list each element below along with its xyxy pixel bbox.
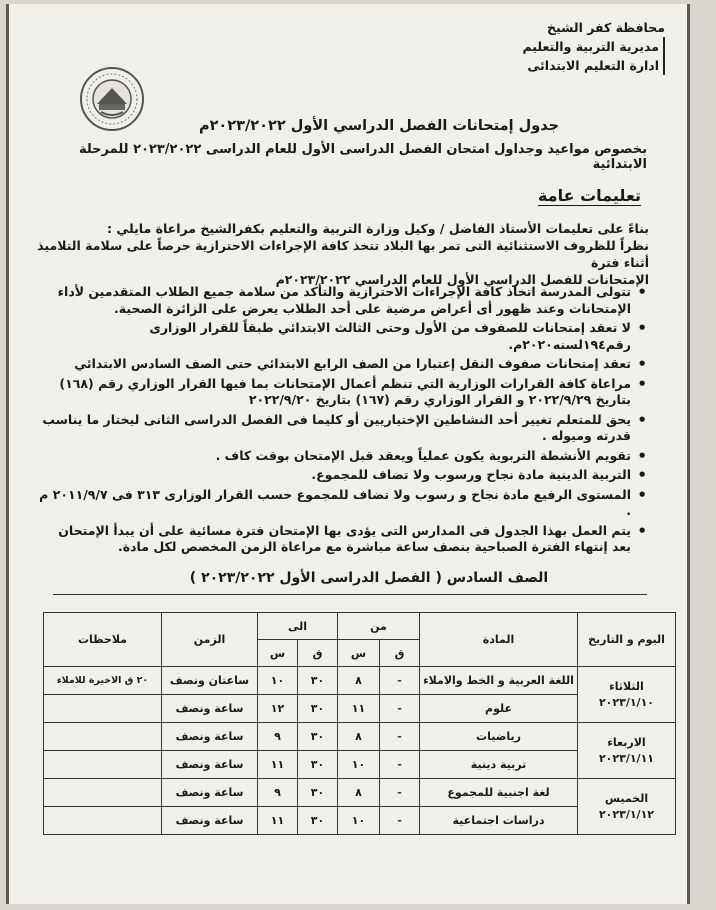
instruction-item: • يتم العمل بهذا الجدول فى المدارس التى يؤدى بها الإمتحان فترة مسائية على أن يبدأ الإمتحان بعد إنتهاء الفترة الصباحية بنصف ساعة مباشرة مع مراعاة الزمن المخصص لكل مادة. xyxy=(35,523,631,556)
day-cell xyxy=(578,779,676,835)
from-minute-cell: - xyxy=(380,723,420,751)
from-hour-cell: ٨ xyxy=(338,723,380,751)
day-date: ٢٠٢٣/١/١٠ xyxy=(598,695,655,709)
from-minute-cell: - xyxy=(380,779,420,807)
subject-cell: لغة اجنبية للمجموع xyxy=(420,779,578,807)
duration-cell: ساعة ونصف xyxy=(162,723,258,751)
intro-line: نظراً للظروف الاستثنائية التى تمر بها البلاد تتخذ كافة الإجراءات الاحترازية حرصاً على سلامة التلاميذ أثناء فترة xyxy=(37,238,649,270)
exam-schedule-table xyxy=(43,612,676,835)
subject-cell: تربية دينية xyxy=(420,751,578,779)
intro-paragraph xyxy=(35,220,649,288)
header-notes: ملاحظات xyxy=(44,613,162,667)
duration-cell: ساعتان ونصف xyxy=(162,667,258,695)
instruction-item: • التربية الدينية مادة نجاح ورسوب ولا تضاف للمجموع. xyxy=(35,467,631,484)
day-cell xyxy=(578,723,676,779)
to-hour-cell: ١١ xyxy=(258,807,298,835)
header-subject: المادة xyxy=(420,613,578,667)
section-title: تعليمات عامة xyxy=(537,186,641,205)
header-day-date: اليوم و التاريخ xyxy=(578,613,676,667)
directorate-label: مديرية التربية والتعليم xyxy=(522,37,665,56)
header-from-hour: س xyxy=(338,640,380,667)
duration-cell: ساعة ونصف xyxy=(162,807,258,835)
table-row xyxy=(44,667,676,695)
from-minute-cell: - xyxy=(380,667,420,695)
table-row xyxy=(44,779,676,807)
header-to: الى xyxy=(258,613,338,640)
duration-cell: ساعة ونصف xyxy=(162,695,258,723)
notes-cell xyxy=(44,779,162,807)
subject-cell: رياضيات xyxy=(420,723,578,751)
instruction-item: • يحق للمتعلم تغيير أحد النشاطين الإختياريين أو كليما فى الفصل الدراسى الثانى ليختار ما يناسب قدرته وميوله . xyxy=(35,412,631,445)
table-row xyxy=(44,723,676,751)
intro-line: بناءً على تعليمات الأستاذ الفاضل / وكيل وزارة التربية والتعليم بكفرالشيخ مراعاة مايلي : xyxy=(107,221,649,236)
notes-cell xyxy=(44,751,162,779)
to-hour-cell: ٩ xyxy=(258,723,298,751)
header-to-minute: ق xyxy=(298,640,338,667)
header-to-hour: س xyxy=(258,640,298,667)
instruction-item: • مراعاة كافة القرارات الوزارية التي تنظم أعمال الإمتحانات بما فيها القرار الوزاري رقم (١٦٨) بتاريخ ٢٠٢٢/٩/٢٩ و القرار الوزاري رقم (١٦٧) بتاريخ ٢٠٢٢/٩/٢٠ xyxy=(35,376,631,409)
governorate-label: محافظة كفر الشيخ xyxy=(547,20,665,35)
notes-cell xyxy=(44,807,162,835)
subject-cell: اللغة العربية و الخط والاملاء xyxy=(420,667,578,695)
notes-cell: ٢٠ ق الاخيرة للاملاء xyxy=(44,667,162,695)
header-from: من xyxy=(338,613,420,640)
header-duration: الزمن xyxy=(162,613,258,667)
to-hour-cell: ١١ xyxy=(258,751,298,779)
notes-cell xyxy=(44,723,162,751)
issuer-header xyxy=(522,18,665,75)
instruction-item: • المستوى الرفيع مادة نجاح و رسوب ولا تضاف للمجموع حسب القرار الوزارى ٣١٣ فى ٢٠١١/٩/٧ م . xyxy=(35,487,631,520)
duration-cell: ساعة ونصف xyxy=(162,751,258,779)
to-minute-cell: ٣٠ xyxy=(298,695,338,723)
header-from-minute: ق xyxy=(380,640,420,667)
day-name: الثلاثاء xyxy=(609,679,644,693)
to-minute-cell: ٣٠ xyxy=(298,723,338,751)
divider xyxy=(53,594,647,595)
from-minute-cell: - xyxy=(380,807,420,835)
from-minute-cell: - xyxy=(380,695,420,723)
instruction-item: • تعقد إمتحانات صفوف النقل إعتبارا من الصف الرابع الابتدائي حتى الصف السادس الابتدائي xyxy=(35,356,631,373)
to-minute-cell: ٣٠ xyxy=(298,779,338,807)
from-hour-cell: ٨ xyxy=(338,779,380,807)
intro-line: الإمتحانات للفصل الدراسي الأول للعام الدراسي ٢٠٢٣/٢٠٢٢م xyxy=(275,272,649,287)
from-hour-cell: ١٠ xyxy=(338,751,380,779)
day-name: الاربعاء xyxy=(607,735,646,749)
day-date: ٢٠٢٣/١/١٢ xyxy=(598,807,655,821)
day-date: ٢٠٢٣/١/١١ xyxy=(598,751,655,765)
from-hour-cell: ١١ xyxy=(338,695,380,723)
to-hour-cell: ١٠ xyxy=(258,667,298,695)
to-minute-cell: ٣٠ xyxy=(298,751,338,779)
instruction-item: • تقويم الأنشطة التربوية يكون عملياً ويعقد قبل الإمتحان بوقت كاف . xyxy=(35,448,631,465)
notes-cell xyxy=(44,695,162,723)
from-hour-cell: ١٠ xyxy=(338,807,380,835)
grade-title: الصف السادس ( الفصل الدراسى الأول ٢٠٢٣/٢٠٢٢ ) xyxy=(189,570,549,586)
subject-cell: دراسات اجتماعية xyxy=(420,807,578,835)
duration-cell: ساعة ونصف xyxy=(162,779,258,807)
instruction-item: • لا تعقد إمتحانات للصفوف من الأول وحتى الثالث الابتدائي طبقاً للقرار الوزارى رقم١٩٤لسنه٢٠٢٠م. xyxy=(35,320,631,353)
to-hour-cell: ١٢ xyxy=(258,695,298,723)
administration-label: ادارة التعليم الابتدائى xyxy=(522,56,665,75)
from-minute-cell: - xyxy=(380,751,420,779)
to-minute-cell: ٣٠ xyxy=(298,667,338,695)
instructions-list xyxy=(35,284,649,559)
day-name: الخميس xyxy=(604,791,649,805)
to-hour-cell: ٩ xyxy=(258,779,298,807)
document-subtitle: بخصوص مواعيد وجداول امتحان الفصل الدراسى الأول للعام الدراسى ٢٠٢٣/٢٠٢٢ للمرحلة الابتدائية xyxy=(78,142,647,172)
document-title: جدول إمتحانات الفصل الدراسي الأول ٢٠٢٣/٢٠٢٢م xyxy=(198,118,560,134)
from-hour-cell: ٨ xyxy=(338,667,380,695)
day-cell xyxy=(578,667,676,723)
document-page xyxy=(6,4,690,904)
instruction-item: • تتولى المدرسة اتخاذ كافة الإجراءات الاحترازية والتأكد من سلامة جميع الطلاب المتقدمين لأداء الإمتحانات وعند ظهور أى أعراض مرضية على أحد الطلاب يعرض على الزائرة الصحية. xyxy=(35,284,631,317)
subject-cell: علوم xyxy=(420,695,578,723)
to-minute-cell: ٣٠ xyxy=(298,807,338,835)
